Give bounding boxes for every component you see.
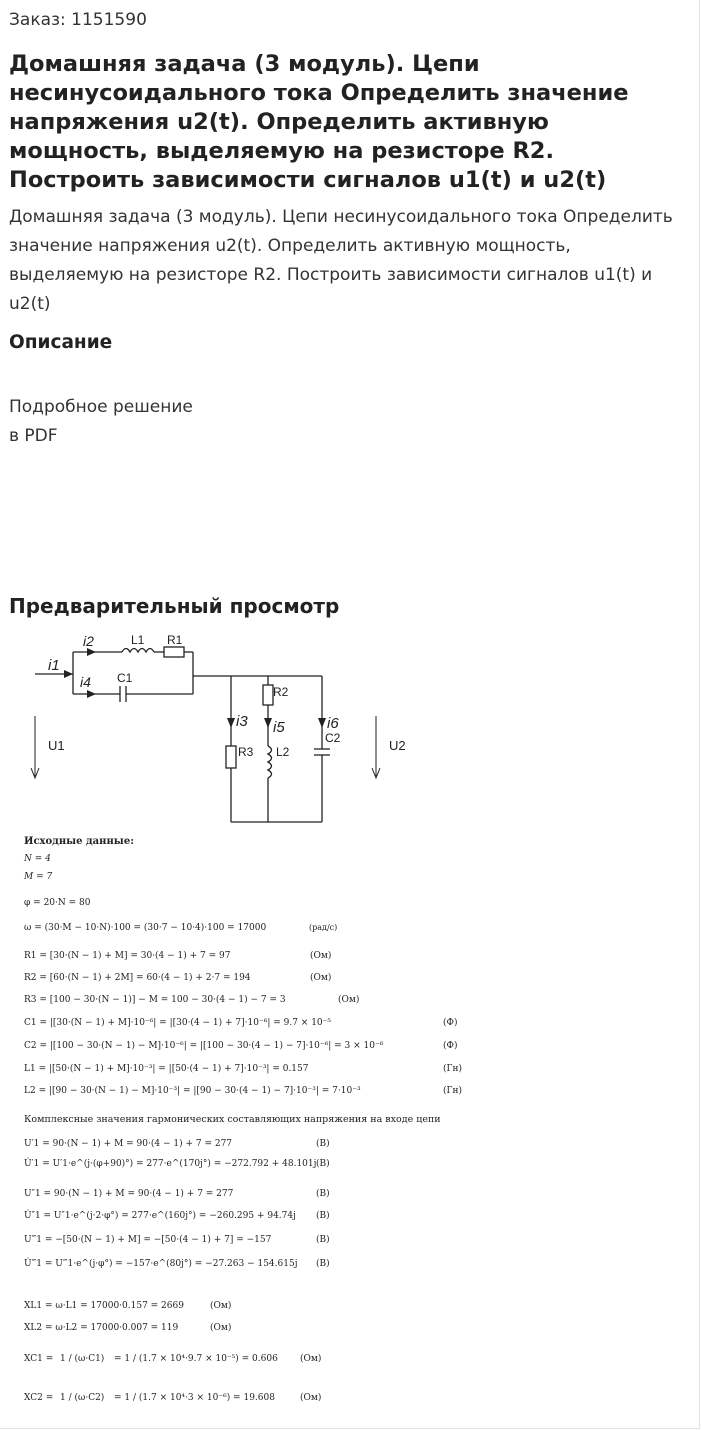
L2-coil [268,746,272,778]
eq-XL1-unit: (Ом) [210,1301,232,1311]
eq-R1: R1 = [30·(N − 1) + M] = 30·(4 − 1) + 7 = 97 [24,951,231,961]
i6-arrow [318,718,326,728]
order-number: Заказ: 1151590 [9,10,147,30]
i5-arrow [264,718,272,728]
short-description: Домашняя задача (3 модуль). Цепи несинусоидального тока Определить значение напряжения u2(t). Определить активную мощность, выделяемую на резисторе R2. Построить зависимости сигналов u1(t) и u2(t) [9,207,673,314]
eq-L2: L2 = |[90 − 30·(N − 1) − M]·10⁻³| = |[90 − 30·(4 − 1) − 7]·10⁻³| = 7·10⁻³ [24,1086,361,1096]
given-heading: Исходные данные: [24,836,134,847]
label-C2: C2 [325,731,341,745]
label-U1: U1 [48,738,65,753]
label-U2: U2 [389,738,406,753]
label-i2: i2 [83,633,94,649]
eq-U1b-unit: (В) [316,1159,330,1169]
eq-C1-unit: (Ф) [443,1018,458,1028]
eq-XC1-unit: (Ом) [300,1354,322,1364]
R1-resistor [164,647,184,657]
label-i3: i3 [236,713,248,730]
given-N: N = 4 [24,854,51,864]
solution-preview [0,624,701,1430]
solution-line-2: в PDF [9,426,58,446]
i3-arrow [227,718,235,728]
eq-L1-unit: (Гн) [443,1064,462,1074]
eq-XL2: XL2 = ω·L2 = 17000·0.007 = 119 [24,1323,179,1333]
preview-heading: Предварительный просмотр [9,594,340,618]
label-R1: R1 [167,633,183,647]
eq-XC1-lhs: XC1 = [24,1354,54,1364]
solution-text [9,393,193,451]
page-title: Домашняя задача (3 модуль). Цепи несинусоидального тока Определить значение напряжения u2(t). Определить активную мощность, выделяемую на резисторе R2. Построить зависимости сигналов u1(t) и u2(t) [9,51,629,193]
solution-math [23,836,462,1403]
eq-XC1-rhs: = 1 / (1.7 × 10⁴·9.7 × 10⁻⁵) = 0.606 [114,1354,278,1364]
label-i5: i5 [273,719,285,736]
eq-L1: L1 = |[50·(N − 1) + M]·10⁻³| = |[50·(4 − 1) + 7]·10⁻³| = 0.157 [24,1064,309,1074]
label-R2: R2 [273,685,289,699]
eq-U2a-unit: (В) [316,1189,330,1199]
eq-U2b: U̇″1 = U″1·e^(j·2·φ°) = 277·e^(160j°) = −260.295 + 94.74j [24,1211,296,1221]
eq-XL1: XL1 = ω·L1 = 17000·0.157 = 2669 [24,1301,184,1311]
R3-resistor [226,746,236,768]
label-C1: C1 [117,671,133,685]
eq-U3b-unit: (В) [316,1259,330,1269]
eq-omega-unit: (рад/с) [309,923,338,932]
eq-XC2-lhs: XC2 = [24,1393,54,1403]
eq-L2-unit: (Гн) [443,1086,462,1096]
eq-U3b: U̇‴1 = U‴1·e^(j·φ°) = −157·e^(80j°) = −27.263 − 154.615j [24,1259,298,1269]
i2-arrow [87,648,96,656]
label-i1: i1 [48,657,60,674]
eq-XC2-rhs: = 1 / (1.7 × 10⁴·3 × 10⁻⁶) = 19.608 [114,1393,275,1403]
eq-U1b: U̇′1 = U′1·e^(j·(φ+90)°) = 277·e^(170j°) = −272.792 + 48.101j [24,1159,317,1169]
label-L1: L1 [131,633,145,647]
eq-XL2-unit: (Ом) [210,1323,232,1333]
i4-arrow [87,690,96,698]
eq-omega: ω = (30·M − 10·N)·100 = (30·7 − 10·4)·100 = 17000 [24,923,267,933]
eq-R2-unit: (Ом) [310,973,332,983]
eq-U2a: U″1 = 90·(N − 1) + M = 90·(4 − 1) + 7 = 277 [24,1189,234,1199]
eq-XC2-unit: (Ом) [300,1393,322,1403]
eq-U3a-unit: (В) [316,1235,330,1245]
eq-R3: R3 = [100 − 30·(N − 1)] − M = 100 − 30·(4 − 1) − 7 = 3 [24,995,286,1005]
label-L2: L2 [276,745,290,759]
label-R3: R3 [238,745,254,759]
label-i4: i4 [80,674,91,690]
eq-phi: φ = 20·N = 80 [24,898,91,908]
eq-XC2-frac: 1 / (ω·C2) [60,1393,105,1403]
eq-U1a-unit: (В) [316,1139,330,1149]
complex-heading: Комплексные значения гармонических составляющих напряжения на входе цепи [24,1114,441,1125]
solution-line-1: Подробное решение [9,397,193,417]
R2-resistor [263,685,273,705]
eq-C2-unit: (Ф) [443,1041,458,1051]
description-heading: Описание [9,332,113,353]
eq-R2: R2 = [60·(N − 1) + 2M] = 60·(4 − 1) + 2·7 = 194 [24,973,251,983]
given-M: M = 7 [24,872,53,882]
eq-XC1-frac: 1 / (ω·C1) [60,1354,105,1364]
eq-U1a: U′1 = 90·(N − 1) + M = 90·(4 − 1) + 7 = 277 [24,1139,233,1149]
eq-C1: C1 = |[30·(N − 1) + M]·10⁻⁶| = |[30·(4 − 1) + 7]·10⁻⁶| = 9.7 × 10⁻⁵ [24,1018,332,1028]
i1-arrow [64,670,73,678]
eq-R3-unit: (Ом) [338,995,360,1005]
eq-U2b-unit: (В) [316,1211,330,1221]
eq-C2: C2 = |[100 − 30·(N − 1) − M]·10⁻⁶| = |[100 − 30·(4 − 1) − 7]·10⁻⁶| = 3 × 10⁻⁶ [24,1041,384,1051]
eq-U3a: U‴1 = −[50·(N − 1) + M] = −[50·(4 − 1) + 7] = −157 [24,1235,272,1245]
eq-R1-unit: (Ом) [310,951,332,961]
L1-coil [122,649,154,653]
label-i6: i6 [327,715,339,732]
